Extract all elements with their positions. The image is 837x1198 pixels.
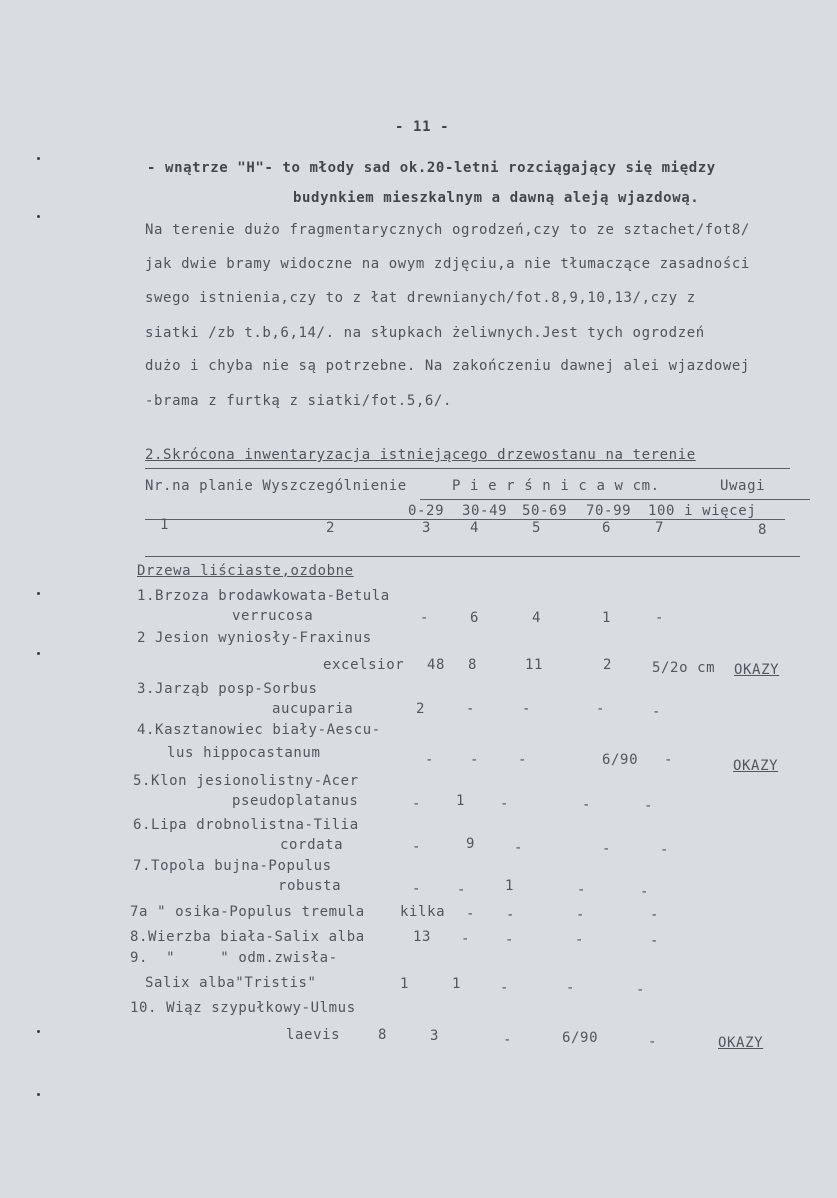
count-cell: 6: [470, 610, 480, 626]
species-name: 2 Jesion wyniosły-Fraxinus: [137, 630, 372, 646]
range-100: 100 i więcej: [648, 503, 757, 519]
count-cell: 5/2o cm: [652, 660, 716, 676]
count-cell: -: [582, 797, 592, 813]
species-name: 10. Wiąz szypułkowy-Ulmus: [130, 1000, 356, 1016]
species-latin: pseudoplatanus: [232, 793, 359, 809]
species-name: 4.Kasztanowiec biały-Aescu-: [137, 722, 381, 738]
paragraph-line: swego istnienia,czy to z łat drewnianych/fot.8,9,10,13/,czy z: [145, 290, 696, 306]
note-okazy: OKAZY: [718, 1035, 764, 1051]
count-cell: -: [466, 701, 476, 717]
count-cell: -: [505, 932, 515, 948]
count-cell: 6/90: [602, 752, 639, 768]
col-num: 7: [655, 520, 665, 536]
rule: [420, 499, 810, 500]
count-cell: 1: [400, 976, 410, 992]
count-cell: -: [466, 906, 476, 922]
count-cell: 1: [602, 610, 612, 626]
count-cell: -: [640, 884, 650, 900]
paragraph-line: jak dwie bramy widoczne na owym zdjęciu,a nie tłumaczące zasadności: [145, 256, 750, 272]
rule: [145, 468, 790, 469]
count-cell: -: [652, 704, 662, 720]
group-title: Drzewa liściaste,ozdobne: [137, 563, 354, 579]
page-number: - 11 -: [395, 119, 450, 135]
paragraph-line: budynkiem mieszkalnym a dawną aleją wjazdową.: [293, 190, 700, 206]
paragraph-line: siatki /zb t.b,6,14/. na słupkach żeliwnych.Jest tych ogrodzeń: [145, 325, 705, 341]
species-latin: cordata: [280, 837, 344, 853]
count-cell: -: [655, 610, 665, 626]
count-cell: -: [506, 907, 516, 923]
col-num: 5: [532, 520, 542, 536]
count-cell: -: [457, 882, 467, 898]
range-30-49: 30-49: [462, 503, 508, 519]
count-cell: 8: [378, 1027, 388, 1043]
species-latin: aucuparia: [272, 701, 354, 717]
species-latin: excelsior: [323, 657, 405, 673]
count-cell: -: [412, 839, 422, 855]
count-cell: -: [412, 796, 422, 812]
count-cell: -: [503, 1032, 513, 1048]
count-cell: 4: [532, 610, 542, 626]
species-name: 7a " osika-Populus tremula: [130, 904, 365, 920]
count-cell: -: [575, 932, 585, 948]
rule: [145, 556, 800, 557]
species-name: 3.Jarząb posp-Sorbus: [137, 681, 318, 697]
count-cell: 8: [468, 657, 478, 673]
count-cell: -: [500, 980, 510, 996]
count-cell: 2: [603, 657, 613, 673]
count-cell: -: [420, 610, 430, 626]
count-cell: 11: [525, 657, 544, 673]
count-cell: 9: [466, 836, 476, 852]
species-name: 9. " " odm.zwisła-: [130, 950, 338, 966]
count-cell: 1: [456, 793, 466, 809]
table-header-pierznica: P i e r ś n i c a w cm.: [452, 478, 660, 494]
count-cell: -: [602, 841, 612, 857]
count-cell: 6/90: [562, 1030, 599, 1046]
range-50-69: 50-69: [522, 503, 568, 519]
table-header-uwagi: Uwagi: [720, 478, 766, 494]
paragraph-line: dużo i chyba nie są potrzebne. Na zakończeniu dawnej alei wjazdowej: [145, 358, 750, 374]
margin-dot: [37, 652, 40, 655]
col-num: 4: [470, 520, 480, 536]
margin-dot: [37, 1093, 40, 1096]
species-latin: lus hippocastanum: [167, 745, 321, 761]
species-name: 1.Brzoza brodawkowata-Betula: [137, 588, 390, 604]
count-cell: -: [425, 752, 435, 768]
col-num: 8: [758, 522, 768, 538]
col-num: 1: [160, 517, 170, 533]
count-cell: -: [514, 840, 524, 856]
col-num: 2: [326, 520, 336, 536]
count-cell: -: [650, 933, 660, 949]
count-cell: 2: [416, 701, 426, 717]
species-latin: Salix alba"Tristis": [145, 975, 317, 991]
note-okazy: OKAZY: [733, 758, 779, 774]
count-cell: 1: [452, 976, 462, 992]
count-cell: -: [644, 798, 654, 814]
count-cell: -: [470, 752, 480, 768]
count-cell: 1: [505, 878, 515, 894]
count-cell: -: [650, 907, 660, 923]
margin-dot: [37, 157, 40, 160]
note-okazy: OKAZY: [734, 662, 780, 678]
count-cell: -: [412, 881, 422, 897]
count-cell: -: [566, 980, 576, 996]
count-cell: -: [636, 982, 646, 998]
margin-dot: [37, 1030, 40, 1033]
count-cell: -: [596, 701, 606, 717]
count-cell: -: [660, 842, 670, 858]
margin-dot: [37, 592, 40, 595]
count-cell: 13: [413, 929, 432, 945]
count-cell: -: [664, 752, 674, 768]
species-name: 7.Topola bujna-Populus: [133, 858, 332, 874]
count-cell: -: [577, 882, 587, 898]
species-name: 5.Klon jesionolistny-Acer: [133, 773, 359, 789]
section-title: 2.Skrócona inwentaryzacja istniejącego drzewostanu na terenie: [145, 447, 696, 463]
species-latin: robusta: [278, 878, 342, 894]
count-cell: -: [576, 907, 586, 923]
count-cell: -: [522, 701, 532, 717]
col-num: 3: [422, 520, 432, 536]
species-name: 8.Wierzba biała-Salix alba: [130, 929, 365, 945]
margin-dot: [37, 215, 40, 218]
species-latin: verrucosa: [232, 608, 314, 624]
paragraph-line: Na terenie dużo fragmentarycznych ogrodzeń,czy to ze sztachet/fot8/: [145, 222, 750, 238]
range-0-29: 0-29: [408, 503, 445, 519]
species-note: kilka: [400, 904, 446, 920]
paragraph-line: - wnątrze "H"- to młody sad ok.20-letni rozciągający się między: [147, 160, 716, 176]
paragraph-line: -brama z furtką z siatki/fot.5,6/.: [145, 393, 452, 409]
count-cell: -: [518, 752, 528, 768]
species-name: 6.Lipa drobnolistna-Tilia: [133, 817, 359, 833]
rule: [145, 519, 785, 520]
range-70-99: 70-99: [586, 503, 632, 519]
col-num: 6: [602, 520, 612, 536]
count-cell: -: [461, 931, 471, 947]
count-cell: 48: [427, 657, 446, 673]
count-cell: 3: [430, 1028, 440, 1044]
table-header-label: Nr.na planie Wyszczególnienie: [145, 478, 407, 494]
count-cell: -: [500, 796, 510, 812]
count-cell: -: [648, 1034, 658, 1050]
species-latin: laevis: [286, 1027, 341, 1043]
